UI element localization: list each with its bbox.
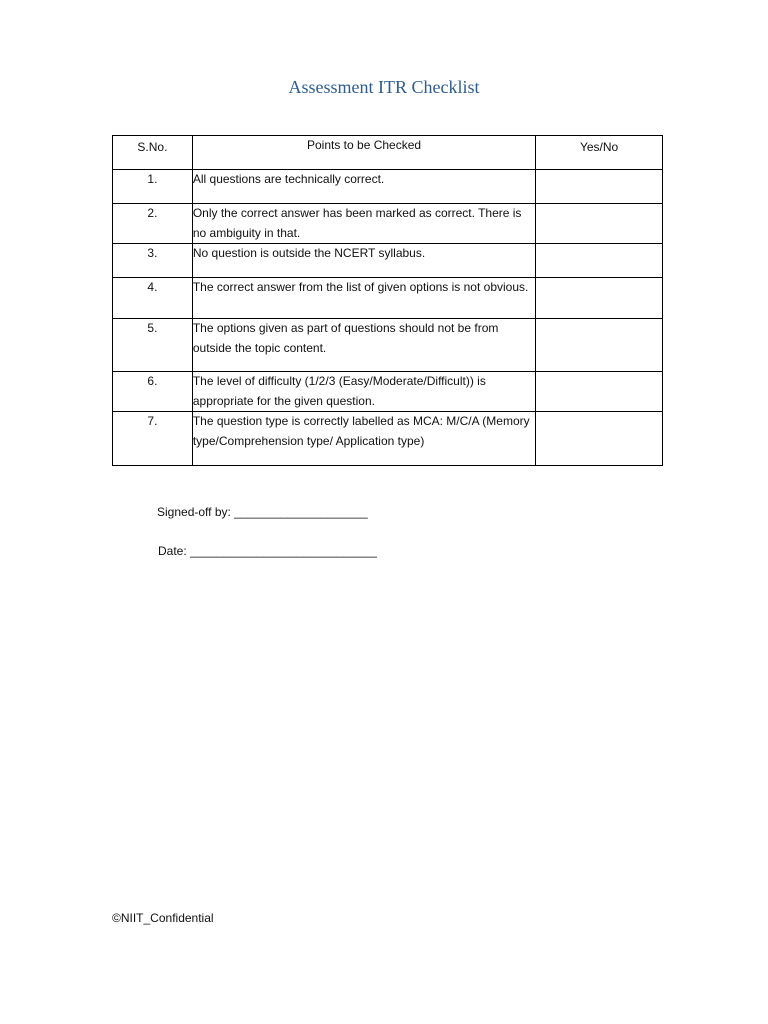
table-header-row <box>113 136 663 170</box>
table-row <box>113 372 663 412</box>
row-sno: 7. <box>113 412 193 466</box>
date-line: Date: ____________________________ <box>158 544 377 558</box>
row-point: All questions are technically correct. <box>192 170 535 204</box>
row-sno: 6. <box>113 372 193 412</box>
table-row <box>113 204 663 244</box>
row-sno: 5. <box>113 319 193 372</box>
row-sno: 2. <box>113 204 193 244</box>
header-yesno: Yes/No <box>536 136 663 170</box>
table-row <box>113 319 663 372</box>
table-row <box>113 170 663 204</box>
row-point: No question is outside the NCERT syllabus. <box>192 244 535 278</box>
header-points: Points to be Checked <box>192 136 535 170</box>
row-point: The options given as part of questions should not be from outside the topic content. <box>192 319 535 372</box>
row-answer-cell[interactable] <box>536 170 663 204</box>
row-answer-cell[interactable] <box>536 319 663 372</box>
row-point: The level of difficulty (1/2/3 (Easy/Moderate/Difficult)) is appropriate for the given question. <box>192 372 535 412</box>
row-answer-cell[interactable] <box>536 278 663 319</box>
row-answer-cell[interactable] <box>536 372 663 412</box>
table-row <box>113 244 663 278</box>
confidential-footer: ©NIIT_Confidential <box>112 911 214 925</box>
table-row <box>113 278 663 319</box>
row-point: Only the correct answer has been marked as correct. There is no ambiguity in that. <box>192 204 535 244</box>
signed-off-by-line: Signed-off by: ____________________ <box>157 505 368 519</box>
row-answer-cell[interactable] <box>536 412 663 466</box>
table-row <box>113 412 663 466</box>
row-sno: 3. <box>113 244 193 278</box>
row-sno: 4. <box>113 278 193 319</box>
document-title: Assessment ITR Checklist <box>288 77 480 97</box>
row-point: The question type is correctly labelled as MCA: M/C/A (Memory type/Comprehension type/ Application type) <box>192 412 535 466</box>
row-answer-cell[interactable] <box>536 244 663 278</box>
row-sno: 1. <box>113 170 193 204</box>
checklist-table <box>112 135 663 466</box>
header-sno: S.No. <box>113 136 193 170</box>
row-answer-cell[interactable] <box>536 204 663 244</box>
row-point: The correct answer from the list of given options is not obvious. <box>192 278 535 319</box>
